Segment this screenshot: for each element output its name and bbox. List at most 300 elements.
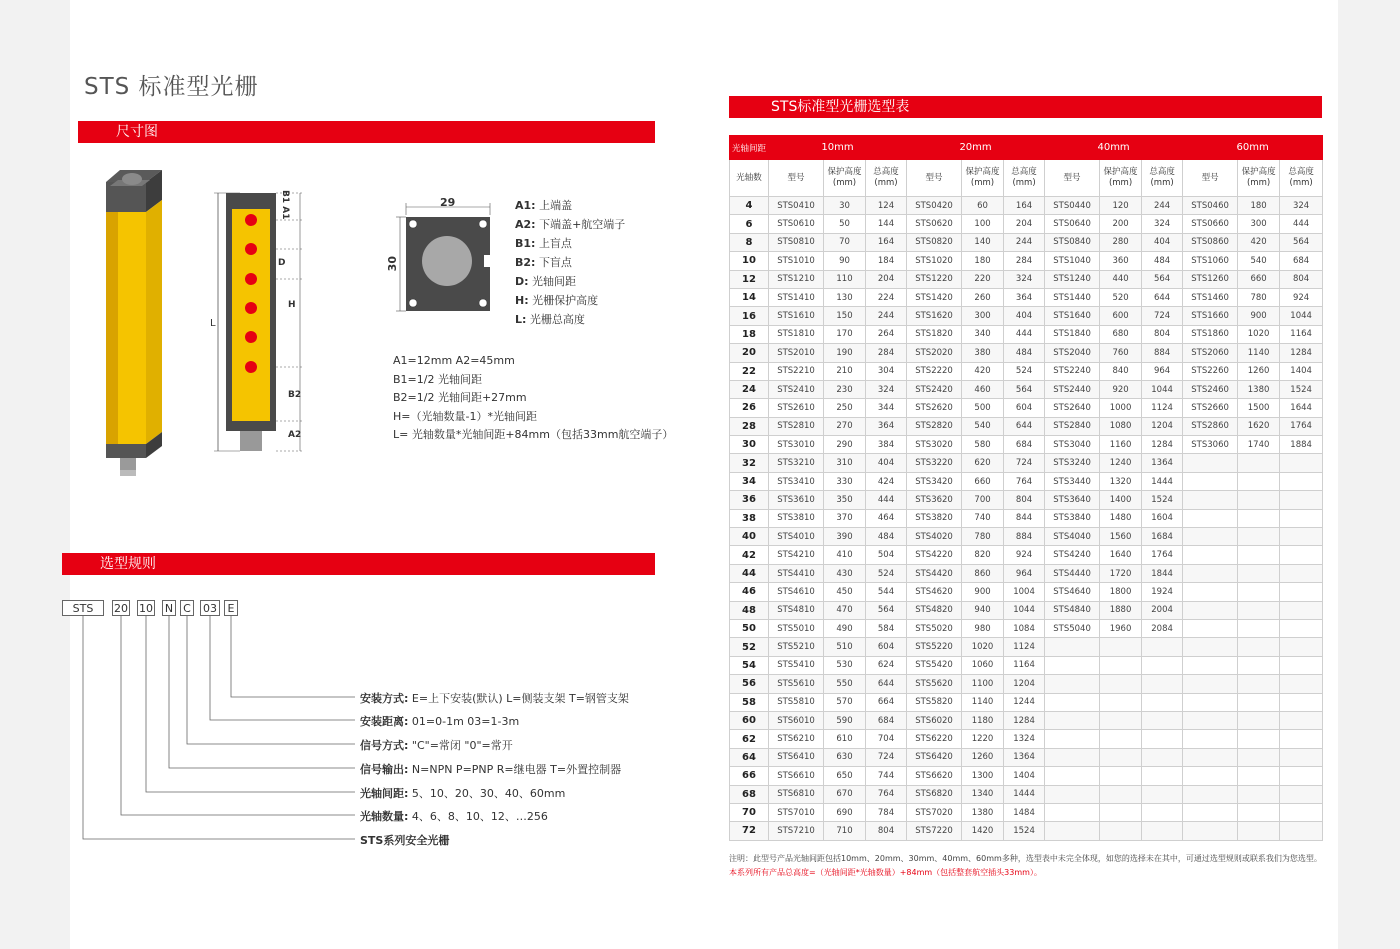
- axis-count-cell: 22: [730, 362, 769, 380]
- table-cell: 684: [1004, 436, 1045, 454]
- table-cell: 1044: [1142, 380, 1183, 398]
- table-cell: [1183, 546, 1238, 564]
- header-model: 型号: [1183, 160, 1238, 197]
- axis-count-cell: 18: [730, 325, 769, 343]
- table-row: [730, 288, 1323, 306]
- table-cell: 584: [866, 619, 907, 637]
- table-cell: 760: [1100, 344, 1142, 362]
- table-cell: STS2220: [907, 362, 962, 380]
- table-cell: 484: [866, 528, 907, 546]
- table-row: [730, 803, 1323, 821]
- axis-count-cell: 28: [730, 417, 769, 435]
- table-cell: 690: [824, 803, 866, 821]
- table-cell: 370: [824, 509, 866, 527]
- table-cell: [1183, 711, 1238, 729]
- table-cell: 310: [824, 454, 866, 472]
- table-cell: STS2440: [1045, 380, 1100, 398]
- legend-item: A1: 上端盖: [515, 199, 573, 212]
- axis-count-cell: 30: [730, 436, 769, 454]
- table-cell: [1280, 711, 1323, 729]
- table-cell: 1400: [1100, 491, 1142, 509]
- table-cell: 1000: [1100, 399, 1142, 417]
- table-cell: 464: [866, 509, 907, 527]
- table-cell: 200: [1100, 215, 1142, 233]
- table-cell: 610: [824, 730, 866, 748]
- table-row: [730, 454, 1323, 472]
- table-cell: [1238, 472, 1280, 490]
- table-cell: STS2660: [1183, 399, 1238, 417]
- table-cell: 620: [962, 454, 1004, 472]
- rule-series: STS系列安全光栅: [360, 834, 450, 847]
- table-cell: STS1460: [1183, 288, 1238, 306]
- section-bar-selection-table: STS标准型光栅选型表: [729, 96, 1322, 118]
- label-l: L: [210, 318, 216, 329]
- table-cell: 360: [1100, 252, 1142, 270]
- table-cell: STS5010: [769, 619, 824, 637]
- table-cell: 1284: [1280, 344, 1323, 362]
- table-cell: 1480: [1100, 509, 1142, 527]
- table-cell: STS5420: [907, 656, 962, 674]
- table-row: [730, 785, 1323, 803]
- table-row: [730, 675, 1323, 693]
- table-cell: STS2460: [1183, 380, 1238, 398]
- table-cell: [1142, 638, 1183, 656]
- axis-count-cell: 64: [730, 748, 769, 766]
- table-cell: 924: [1280, 288, 1323, 306]
- table-cell: 324: [1142, 215, 1183, 233]
- rule-spacing: 光轴间距: 5、10、20、30、40、60mm: [360, 787, 566, 800]
- table-cell: 364: [866, 417, 907, 435]
- table-cell: STS5020: [907, 619, 962, 637]
- table-cell: STS1840: [1045, 325, 1100, 343]
- header-spacing-20: 20mm: [907, 136, 1045, 160]
- axis-count-cell: 26: [730, 399, 769, 417]
- table-cell: 844: [1004, 509, 1045, 527]
- selection-table: [729, 135, 1323, 841]
- dimension-legend: [515, 196, 625, 329]
- table-cell: 190: [824, 344, 866, 362]
- table-cell: STS1610: [769, 307, 824, 325]
- table-cell: 764: [1004, 472, 1045, 490]
- table-cell: 144: [866, 215, 907, 233]
- table-cell: [1280, 528, 1323, 546]
- table-cell: 710: [824, 822, 866, 840]
- table-cell: STS0620: [907, 215, 962, 233]
- table-cell: 1204: [1004, 675, 1045, 693]
- table-cell: STS1640: [1045, 307, 1100, 325]
- table-row: [730, 730, 1323, 748]
- label-d: D: [278, 258, 286, 268]
- table-cell: 1364: [1004, 748, 1045, 766]
- table-cell: [1045, 748, 1100, 766]
- table-cell: 500: [962, 399, 1004, 417]
- header-protect-height: 保护高度 (mm): [1100, 160, 1142, 197]
- table-cell: [1238, 675, 1280, 693]
- table-cell: [1100, 675, 1142, 693]
- table-cell: 1004: [1004, 583, 1045, 601]
- table-row: [730, 472, 1323, 490]
- legend-item: L: 光栅总高度: [515, 313, 585, 326]
- table-cell: [1183, 803, 1238, 821]
- table-row: [730, 583, 1323, 601]
- table-cell: 204: [866, 270, 907, 288]
- table-cell: 510: [824, 638, 866, 656]
- table-cell: [1142, 656, 1183, 674]
- formula-line: L= 光轴数量*光轴间距+84mm（包括33mm航空端子）: [393, 428, 674, 441]
- table-cell: 120: [1100, 197, 1142, 215]
- table-row: [730, 270, 1323, 288]
- table-cell: 344: [866, 399, 907, 417]
- table-cell: 604: [1004, 399, 1045, 417]
- table-row: [730, 822, 1323, 840]
- table-cell: STS2260: [1183, 362, 1238, 380]
- table-cell: 1380: [1238, 380, 1280, 398]
- table-cell: [1280, 767, 1323, 785]
- axis-count-cell: 56: [730, 675, 769, 693]
- table-cell: STS1820: [907, 325, 962, 343]
- table-cell: [1280, 785, 1323, 803]
- axis-count-cell: 52: [730, 638, 769, 656]
- table-cell: STS4020: [907, 528, 962, 546]
- table-cell: [1280, 730, 1323, 748]
- table-cell: [1100, 656, 1142, 674]
- table-cell: STS1040: [1045, 252, 1100, 270]
- table-cell: STS3020: [907, 436, 962, 454]
- code-box-series: STS: [62, 600, 104, 616]
- table-row: [730, 362, 1323, 380]
- table-cell: STS0820: [907, 233, 962, 251]
- legend-item: A2: 下端盖+航空端子: [515, 218, 626, 231]
- table-cell: [1183, 767, 1238, 785]
- table-cell: 684: [866, 711, 907, 729]
- table-cell: 1404: [1004, 767, 1045, 785]
- axis-count-cell: 36: [730, 491, 769, 509]
- table-cell: 804: [1280, 270, 1323, 288]
- table-cell: 884: [1142, 344, 1183, 362]
- table-cell: STS6220: [907, 730, 962, 748]
- table-cell: 484: [1004, 344, 1045, 362]
- table-row: [730, 436, 1323, 454]
- table-cell: 1340: [962, 785, 1004, 803]
- table-cell: 1604: [1142, 509, 1183, 527]
- table-cell: STS1010: [769, 252, 824, 270]
- table-cell: 1060: [962, 656, 1004, 674]
- table-cell: 280: [1100, 233, 1142, 251]
- header-model: 型号: [769, 160, 824, 197]
- table-cell: 804: [866, 822, 907, 840]
- table-cell: 1244: [1004, 693, 1045, 711]
- table-cell: 164: [1004, 197, 1045, 215]
- axis-count-cell: 50: [730, 619, 769, 637]
- table-cell: 284: [1004, 252, 1045, 270]
- table-cell: STS3640: [1045, 491, 1100, 509]
- table-cell: [1238, 638, 1280, 656]
- table-cell: 1560: [1100, 528, 1142, 546]
- header-model: 型号: [907, 160, 962, 197]
- table-cell: [1183, 491, 1238, 509]
- table-cell: 70: [824, 233, 866, 251]
- table-cell: [1280, 472, 1323, 490]
- table-cell: 164: [866, 233, 907, 251]
- table-cell: 540: [1238, 252, 1280, 270]
- table-cell: STS6610: [769, 767, 824, 785]
- table-cell: [1100, 638, 1142, 656]
- table-cell: 1080: [1100, 417, 1142, 435]
- table-cell: 340: [962, 325, 1004, 343]
- table-cell: STS0810: [769, 233, 824, 251]
- axis-count-cell: 48: [730, 601, 769, 619]
- table-cell: 444: [866, 491, 907, 509]
- table-cell: [1280, 638, 1323, 656]
- label-height-30: 30: [386, 256, 399, 272]
- table-cell: 1260: [962, 748, 1004, 766]
- axis-count-cell: 16: [730, 307, 769, 325]
- table-cell: STS0410: [769, 197, 824, 215]
- table-cell: [1183, 638, 1238, 656]
- table-cell: 1124: [1004, 638, 1045, 656]
- rule-signal: 信号方式: "C"=常闭 "0"=常开: [360, 739, 513, 752]
- table-cell: STS4210: [769, 546, 824, 564]
- table-cell: 920: [1100, 380, 1142, 398]
- table-row: [730, 380, 1323, 398]
- label-b2: B2: [288, 390, 302, 400]
- table-cell: 784: [866, 803, 907, 821]
- table-cell: STS3240: [1045, 454, 1100, 472]
- table-row: [730, 399, 1323, 417]
- table-cell: 364: [1004, 288, 1045, 306]
- table-cell: [1183, 730, 1238, 748]
- table-cell: 550: [824, 675, 866, 693]
- table-cell: 1884: [1280, 436, 1323, 454]
- code-box-distance: 03: [200, 600, 220, 616]
- table-cell: 100: [962, 215, 1004, 233]
- table-cell: STS6020: [907, 711, 962, 729]
- table-cell: STS4840: [1045, 601, 1100, 619]
- table-cell: 520: [1100, 288, 1142, 306]
- section-bar-dimension: 尺寸图: [78, 121, 655, 143]
- table-cell: 1524: [1142, 491, 1183, 509]
- code-box-spacing: 10: [139, 602, 153, 615]
- axis-count-cell: 62: [730, 730, 769, 748]
- table-cell: 600: [1100, 307, 1142, 325]
- axis-count-cell: 60: [730, 711, 769, 729]
- table-cell: 564: [1280, 233, 1323, 251]
- table-cell: 580: [962, 436, 1004, 454]
- table-cell: 390: [824, 528, 866, 546]
- table-cell: 1284: [1004, 711, 1045, 729]
- table-cell: STS4620: [907, 583, 962, 601]
- table-cell: 724: [1004, 454, 1045, 472]
- formula-line: H=（光轴数量-1）*光轴间距: [393, 409, 537, 423]
- axis-count-cell: 12: [730, 270, 769, 288]
- table-cell: STS6620: [907, 767, 962, 785]
- table-cell: STS0420: [907, 197, 962, 215]
- table-cell: 964: [1004, 564, 1045, 582]
- table-row: [730, 344, 1323, 362]
- table-cell: 460: [962, 380, 1004, 398]
- table-cell: STS2240: [1045, 362, 1100, 380]
- table-cell: [1280, 583, 1323, 601]
- legend-item: B2: 下盲点: [515, 256, 572, 269]
- table-cell: STS2410: [769, 380, 824, 398]
- table-cell: STS1020: [907, 252, 962, 270]
- table-cell: 1084: [1004, 619, 1045, 637]
- table-cell: [1183, 785, 1238, 803]
- table-cell: [1183, 693, 1238, 711]
- table-cell: 184: [866, 252, 907, 270]
- table-cell: [1100, 693, 1142, 711]
- table-cell: STS3620: [907, 491, 962, 509]
- table-cell: STS4040: [1045, 528, 1100, 546]
- table-note: 注明：此型号产品光轴间距包括10mm、20mm、30mm、40mm、60mm多种，选型表中未完全体现，如您的选择未在其中，可通过选型规则或联系我们为您选型。: [729, 854, 1322, 863]
- table-row: [730, 767, 1323, 785]
- header-total-height: 总高度 (mm): [1004, 160, 1045, 197]
- table-cell: 544: [866, 583, 907, 601]
- table-row: [730, 564, 1323, 582]
- table-cell: STS2040: [1045, 344, 1100, 362]
- header-spacing-60: 60mm: [1183, 136, 1323, 160]
- selection-table-body: [730, 197, 1323, 841]
- table-cell: [1045, 693, 1100, 711]
- table-cell: 1444: [1142, 472, 1183, 490]
- table-cell: 1420: [962, 822, 1004, 840]
- table-cell: STS0440: [1045, 197, 1100, 215]
- table-cell: STS7220: [907, 822, 962, 840]
- table-cell: STS0840: [1045, 233, 1100, 251]
- table-cell: 1960: [1100, 619, 1142, 637]
- table-cell: [1280, 619, 1323, 637]
- rule-connector-lines: [0, 0, 400, 860]
- table-cell: 60: [962, 197, 1004, 215]
- code-box-count: 20: [114, 602, 128, 615]
- table-cell: [1238, 656, 1280, 674]
- table-cell: 744: [866, 767, 907, 785]
- table-cell: STS1260: [1183, 270, 1238, 288]
- axis-count-cell: 40: [730, 528, 769, 546]
- table-cell: STS2640: [1045, 399, 1100, 417]
- table-cell: 524: [1004, 362, 1045, 380]
- table-cell: 1644: [1280, 399, 1323, 417]
- table-cell: STS6010: [769, 711, 824, 729]
- axis-count-cell: 54: [730, 656, 769, 674]
- axis-count-cell: 24: [730, 380, 769, 398]
- table-cell: [1280, 748, 1323, 766]
- table-cell: 1404: [1280, 362, 1323, 380]
- legend-item: D: 光轴间距: [515, 275, 577, 288]
- table-cell: 1620: [1238, 417, 1280, 435]
- table-cell: [1238, 619, 1280, 637]
- table-cell: 564: [866, 601, 907, 619]
- table-cell: STS4610: [769, 583, 824, 601]
- table-cell: STS1220: [907, 270, 962, 288]
- table-cell: 220: [962, 270, 1004, 288]
- label-width-29: 29: [440, 196, 456, 209]
- table-cell: 404: [1142, 233, 1183, 251]
- table-cell: 1044: [1004, 601, 1045, 619]
- table-cell: 1100: [962, 675, 1004, 693]
- code-box-signal: C: [180, 600, 194, 616]
- formula-line: B2=1/2 光轴间距+27mm: [393, 391, 527, 404]
- table-cell: 490: [824, 619, 866, 637]
- table-cell: [1280, 675, 1323, 693]
- table-cell: [1100, 822, 1142, 840]
- table-cell: STS6410: [769, 748, 824, 766]
- rule-count: 光轴数量: 4、6、8、10、12、…256: [360, 810, 548, 823]
- axis-count-cell: 58: [730, 693, 769, 711]
- table-row: [730, 528, 1323, 546]
- table-cell: 524: [866, 564, 907, 582]
- table-cell: STS3810: [769, 509, 824, 527]
- table-cell: 704: [866, 730, 907, 748]
- table-cell: 1240: [1100, 454, 1142, 472]
- table-cell: [1100, 767, 1142, 785]
- table-cell: [1280, 564, 1323, 582]
- table-cell: [1100, 803, 1142, 821]
- table-cell: [1280, 454, 1323, 472]
- table-cell: [1100, 748, 1142, 766]
- table-cell: 1140: [1238, 344, 1280, 362]
- table-row: [730, 546, 1323, 564]
- axis-count-cell: 66: [730, 767, 769, 785]
- table-cell: 670: [824, 785, 866, 803]
- table-cell: STS3820: [907, 509, 962, 527]
- table-cell: [1142, 675, 1183, 693]
- table-cell: STS3840: [1045, 509, 1100, 527]
- table-cell: 980: [962, 619, 1004, 637]
- table-cell: 940: [962, 601, 1004, 619]
- table-cell: 604: [866, 638, 907, 656]
- table-cell: 410: [824, 546, 866, 564]
- axis-count-cell: 4: [730, 197, 769, 215]
- table-cell: 1684: [1142, 528, 1183, 546]
- axis-count-cell: 68: [730, 785, 769, 803]
- table-row: [730, 711, 1323, 729]
- table-cell: 444: [1280, 215, 1323, 233]
- table-cell: STS3610: [769, 491, 824, 509]
- table-cell: 1140: [962, 693, 1004, 711]
- header-spacing-label: 光轴间距: [730, 136, 769, 160]
- table-cell: STS4220: [907, 546, 962, 564]
- table-cell: 330: [824, 472, 866, 490]
- axis-count-cell: 46: [730, 583, 769, 601]
- table-cell: 150: [824, 307, 866, 325]
- table-cell: 630: [824, 748, 866, 766]
- header-total-height: 总高度 (mm): [1142, 160, 1183, 197]
- table-cell: [1045, 822, 1100, 840]
- table-cell: [1142, 693, 1183, 711]
- table-cell: 684: [1280, 252, 1323, 270]
- table-cell: 504: [866, 546, 907, 564]
- table-cell: [1183, 748, 1238, 766]
- table-cell: STS4010: [769, 528, 824, 546]
- code-box-mount: E: [224, 600, 238, 616]
- table-cell: 1500: [1238, 399, 1280, 417]
- table-cell: 820: [962, 546, 1004, 564]
- table-cell: 140: [962, 233, 1004, 251]
- table-cell: [1142, 748, 1183, 766]
- table-cell: 124: [866, 197, 907, 215]
- table-cell: STS6420: [907, 748, 962, 766]
- table-cell: STS2610: [769, 399, 824, 417]
- table-cell: 304: [866, 362, 907, 380]
- table-cell: 1444: [1004, 785, 1045, 803]
- table-cell: [1238, 601, 1280, 619]
- table-cell: STS6210: [769, 730, 824, 748]
- table-cell: STS3220: [907, 454, 962, 472]
- table-cell: STS5820: [907, 693, 962, 711]
- table-cell: 1160: [1100, 436, 1142, 454]
- table-cell: 860: [962, 564, 1004, 582]
